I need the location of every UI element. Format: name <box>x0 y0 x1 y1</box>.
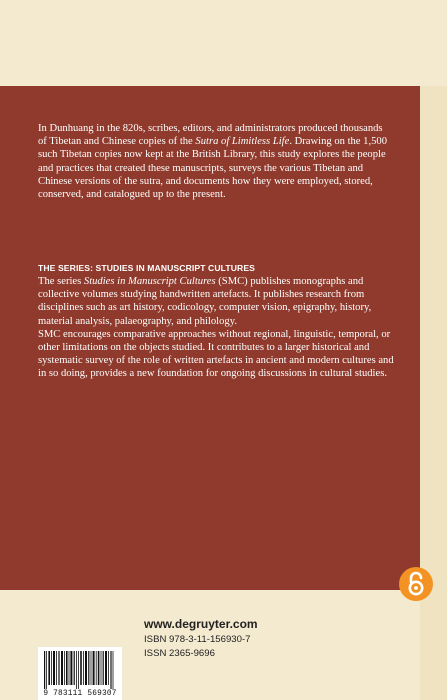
open-access-lock-glyph <box>406 571 426 597</box>
issn-label: ISSN 2365-9696 <box>144 648 215 659</box>
series-text: The series <box>38 276 84 287</box>
cover-top-strip <box>0 0 447 86</box>
barcode-bars <box>38 647 122 689</box>
book-blurb <box>38 122 393 201</box>
series-paragraph-2: SMC encourages comparative approaches without regional, linguistic, temporal, or other limitations on the objects studied. It contributes to a larger historical and systematic survey of the role of written artefacts in ancient and modern cultures and in so doing, provides a new foundation for ongoing discussions in cultural studies. <box>38 328 394 380</box>
barcode-digits: 9 783111 569307 <box>43 690 117 698</box>
isbn-barcode <box>38 647 122 700</box>
series-heading: THE SERIES: STUDIES IN MANUSCRIPT CULTURES <box>38 263 255 273</box>
sutra-title: Sutra of Limitless Life <box>195 136 290 148</box>
blurb-text-end: . Drawing on the 1,500 such Tibetan copies now kept at the British Library, this study explores the people and practices that created these manuscripts, surveys the various Tibetan and Chinese versions of the sutra, and documents how they were employed, stored, conserved, and catalogued up to the present. <box>38 136 387 201</box>
series-title: Studies in Manuscript Cultures <box>83 276 216 287</box>
series-text: (SMC) publishes monographs and collective volumes studying handwritten artefacts. It publishes research from disciplines such as art history, codicology, computer vision, epigraphy, history, material analysis, palaeography, and philology. <box>38 276 372 327</box>
publisher-url: www.degruyter.com <box>144 617 258 631</box>
isbn-label: ISBN 978-3-11-156930-7 <box>144 634 251 645</box>
series-description <box>38 275 398 381</box>
open-access-lock-icon <box>399 567 433 601</box>
blurb-text-start: In Dunhuang in the 820s, scribes, editors, and administrators produced thousands of Tibetan and Chinese copies of the <box>38 123 383 148</box>
cover-spine-strip <box>420 86 447 700</box>
series-paragraph-1 <box>38 275 398 328</box>
